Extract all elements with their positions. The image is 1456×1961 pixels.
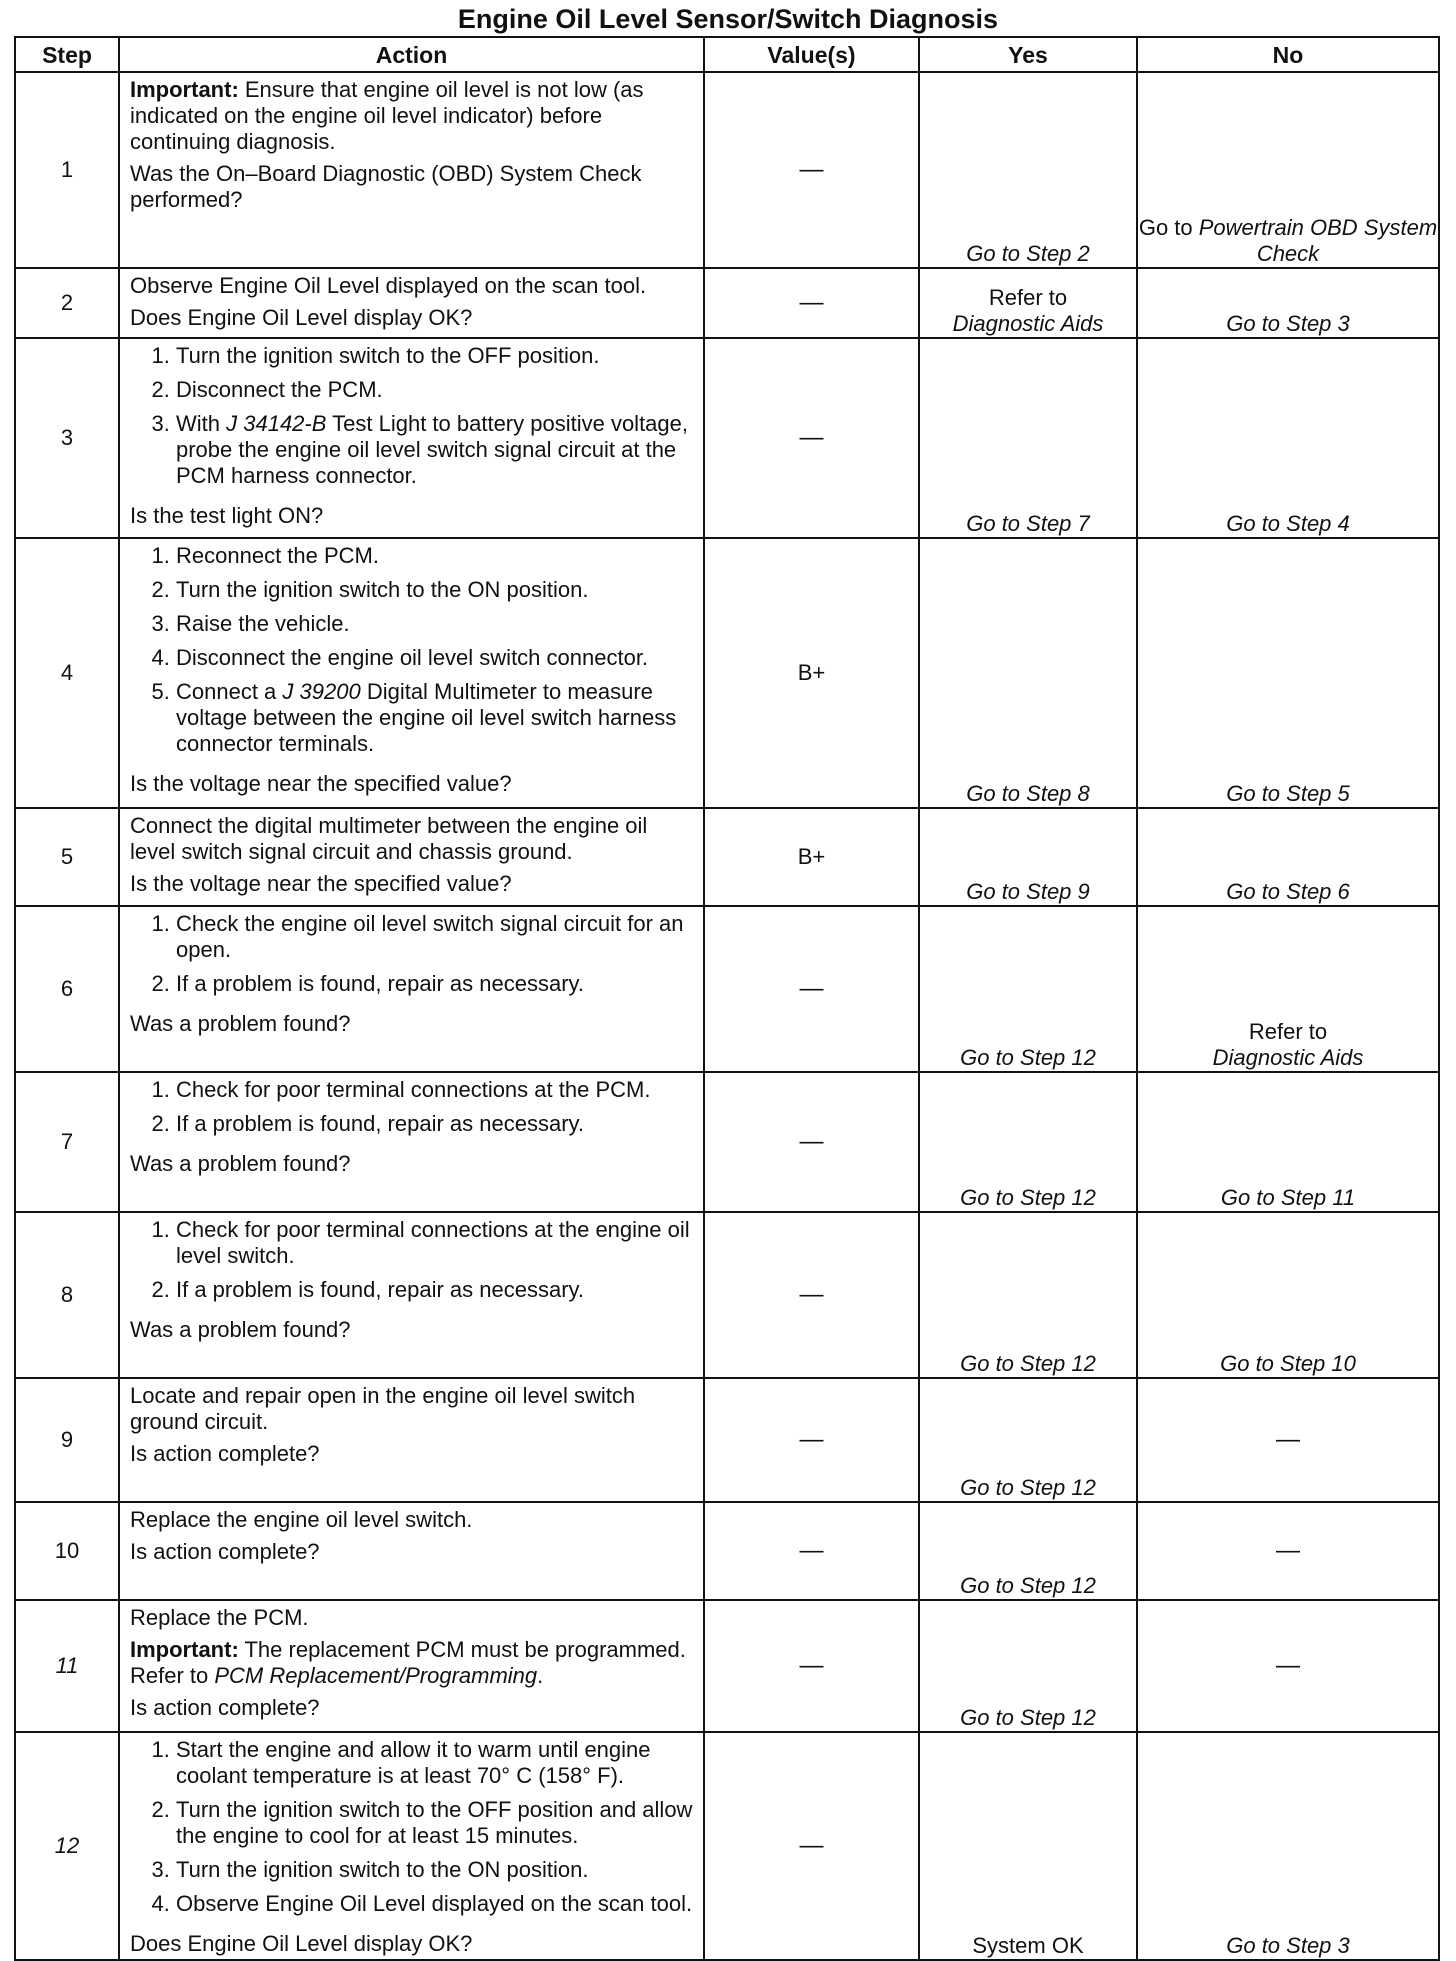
yes-cell: Go to Step 12 xyxy=(919,1072,1137,1212)
yes-cell: Go to Step 12 xyxy=(919,1600,1137,1732)
step-number: 4 xyxy=(15,538,119,808)
table-row xyxy=(15,268,1439,338)
no-cell: Go to Step 6 xyxy=(1137,808,1439,906)
action-text: Locate and repair open in the engine oil level switch ground circuit. xyxy=(130,1383,636,1434)
action-question: Was a problem found? xyxy=(130,1011,351,1036)
action-step: 1. Check for poor terminal connections at the engine oil level switch. xyxy=(176,1217,695,1269)
value-cell: — xyxy=(704,1502,919,1600)
important-label: Important: xyxy=(130,1637,239,1662)
action-step: 3. Raise the vehicle. xyxy=(176,611,695,637)
step-number: 11 xyxy=(15,1600,119,1732)
action-step: 2. If a problem is found, repair as necessary. xyxy=(176,971,695,997)
value-cell: B+ xyxy=(704,538,919,808)
action-text: Replace the PCM. xyxy=(130,1605,309,1630)
no-prefix: Go to xyxy=(1138,215,1199,240)
no-cell: — xyxy=(1137,1600,1439,1732)
action-cell xyxy=(119,906,704,1072)
important-end: . xyxy=(537,1663,544,1688)
yes-link[interactable]: Diagnostic Aids xyxy=(952,311,1104,336)
step-number: 10 xyxy=(15,1502,119,1600)
step-number: 7 xyxy=(15,1072,119,1212)
value-cell: — xyxy=(704,1072,919,1212)
yes-cell: Go to Step 9 xyxy=(919,808,1137,906)
value-cell: — xyxy=(704,1212,919,1378)
important-label: Important: xyxy=(130,77,239,102)
no-link[interactable]: Powertrain OBD System Check xyxy=(1198,215,1438,266)
action-step xyxy=(176,679,695,757)
table-row xyxy=(15,1732,1439,1960)
yes-cell: Go to Step 12 xyxy=(919,906,1137,1072)
table-row xyxy=(15,808,1439,906)
tool-name: J 39200 xyxy=(282,679,361,704)
value-cell: — xyxy=(704,268,919,338)
action-cell xyxy=(119,1732,704,1960)
step-number: 9 xyxy=(15,1378,119,1502)
header-action: Action xyxy=(119,37,704,72)
action-steps xyxy=(130,1217,695,1311)
step-number: 6 xyxy=(15,906,119,1072)
action-question: Is the voltage near the specified value? xyxy=(130,871,512,896)
step-number: 5 xyxy=(15,808,119,906)
action-step: 1. Check for poor terminal connections at the PCM. xyxy=(176,1077,695,1103)
header-step: Step xyxy=(15,37,119,72)
action-step: 2. Turn the ignition switch to the ON position. xyxy=(176,577,695,603)
table-row xyxy=(15,1072,1439,1212)
action-cell xyxy=(119,338,704,538)
no-cell: Go to Step 3 xyxy=(1137,268,1439,338)
value-cell: — xyxy=(704,906,919,1072)
table-row xyxy=(15,538,1439,808)
action-question: Was a problem found? xyxy=(130,1317,351,1342)
action-cell xyxy=(119,808,704,906)
action-step: 1. Start the engine and allow it to warm until engine coolant temperature is at least 70° C (158° F). xyxy=(176,1737,695,1789)
table-row xyxy=(15,1502,1439,1600)
action-cell xyxy=(119,538,704,808)
action-steps xyxy=(130,343,695,497)
no-cell xyxy=(1137,72,1439,268)
yes-cell xyxy=(919,268,1137,338)
table-row xyxy=(15,1212,1439,1378)
step-number: 2 xyxy=(15,268,119,338)
action-question: Does Engine Oil Level display OK? xyxy=(130,1931,473,1956)
value-cell: — xyxy=(704,1378,919,1502)
action-step: 1. Reconnect the PCM. xyxy=(176,543,695,569)
action-text: Connect the digital multimeter between the engine oil level switch signal circuit and chassis ground. xyxy=(130,813,648,864)
no-cell: Go to Step 4 xyxy=(1137,338,1439,538)
header-no: No xyxy=(1137,37,1439,72)
action-steps xyxy=(130,543,695,765)
tool-name: J 34142-B xyxy=(226,411,327,436)
step-text: Connect a xyxy=(176,679,283,704)
no-cell: — xyxy=(1137,1378,1439,1502)
value-cell: B+ xyxy=(704,808,919,906)
value-cell: — xyxy=(704,72,919,268)
header-yes: Yes xyxy=(919,37,1137,72)
step-number: 12 xyxy=(15,1732,119,1960)
action-cell xyxy=(119,268,704,338)
action-question: Is action complete? xyxy=(130,1695,320,1720)
action-steps xyxy=(130,911,695,1005)
action-step: 4. Observe Engine Oil Level displayed on the scan tool. xyxy=(176,1891,695,1917)
action-step xyxy=(176,411,695,489)
action-question: Is the voltage near the specified value? xyxy=(130,771,512,796)
no-cell: Go to Step 11 xyxy=(1137,1072,1439,1212)
step-number: 1 xyxy=(15,72,119,268)
reference-link[interactable]: PCM Replacement/Programming xyxy=(214,1663,538,1688)
yes-cell: Go to Step 12 xyxy=(919,1502,1137,1600)
action-step: 2. Disconnect the PCM. xyxy=(176,377,695,403)
yes-cell: Go to Step 2 xyxy=(919,72,1137,268)
action-cell xyxy=(119,1600,704,1732)
no-link[interactable]: Diagnostic Aids xyxy=(1212,1045,1364,1070)
action-question: Was a problem found? xyxy=(130,1151,351,1176)
action-step: 1. Check the engine oil level switch signal circuit for an open. xyxy=(176,911,695,963)
important-text: The replacement PCM must be programmed. Refer to xyxy=(130,1637,686,1688)
table-row xyxy=(15,906,1439,1072)
action-question: Is the test light ON? xyxy=(130,503,324,528)
action-cell xyxy=(119,1502,704,1600)
yes-cell: System OK xyxy=(919,1732,1137,1960)
no-cell xyxy=(1137,906,1439,1072)
step-text: Test Light to battery positive voltage, probe the engine oil level switch signal circuit at the PCM harness connector. xyxy=(176,411,689,488)
action-question: Was the On–Board Diagnostic (OBD) System Check performed? xyxy=(130,161,642,212)
table-row xyxy=(15,1600,1439,1732)
yes-prefix: Refer to xyxy=(988,285,1068,310)
value-cell: — xyxy=(704,338,919,538)
step-text: Digital Multimeter to measure voltage between the engine oil level switch harness connector terminals. xyxy=(176,679,677,756)
action-cell xyxy=(119,1212,704,1378)
value-cell: — xyxy=(704,1732,919,1960)
action-question: Is action complete? xyxy=(130,1441,320,1466)
table-row xyxy=(15,1378,1439,1502)
page-title: Engine Oil Level Sensor/Switch Diagnosis xyxy=(457,4,999,34)
yes-cell: Go to Step 12 xyxy=(919,1212,1137,1378)
no-cell: — xyxy=(1137,1502,1439,1600)
no-cell: Go to Step 10 xyxy=(1137,1212,1439,1378)
no-cell: Go to Step 3 xyxy=(1137,1732,1439,1960)
action-steps xyxy=(130,1077,695,1145)
step-text: With xyxy=(176,411,227,436)
important-text: Ensure that engine oil level is not low (as indicated on the engine oil level indicator) before continuing diagnosis. xyxy=(130,77,644,154)
table-row xyxy=(15,72,1439,268)
action-step: 2. If a problem is found, repair as necessary. xyxy=(176,1111,695,1137)
action-step: 3. Turn the ignition switch to the ON position. xyxy=(176,1857,695,1883)
action-question: Does Engine Oil Level display OK? xyxy=(130,305,473,330)
step-number: 3 xyxy=(15,338,119,538)
action-step: 2. If a problem is found, repair as necessary. xyxy=(176,1277,695,1303)
yes-cell: Go to Step 7 xyxy=(919,338,1137,538)
action-step: 1. Turn the ignition switch to the OFF position. xyxy=(176,343,695,369)
no-cell: Go to Step 5 xyxy=(1137,538,1439,808)
diagnosis-table xyxy=(14,36,1440,1961)
action-cell xyxy=(119,1378,704,1502)
table-row xyxy=(15,338,1439,538)
yes-cell: Go to Step 12 xyxy=(919,1378,1137,1502)
value-cell: — xyxy=(704,1600,919,1732)
action-text: Observe Engine Oil Level displayed on the scan tool. xyxy=(130,273,647,298)
action-cell xyxy=(119,1072,704,1212)
yes-cell: Go to Step 8 xyxy=(919,538,1137,808)
action-steps xyxy=(130,1737,695,1925)
action-cell xyxy=(119,72,704,268)
action-text: Replace the engine oil level switch. xyxy=(130,1507,473,1532)
step-number: 8 xyxy=(15,1212,119,1378)
header-row xyxy=(15,37,1439,72)
action-step: 2. Turn the ignition switch to the OFF position and allow the engine to cool for at least 15 minutes. xyxy=(176,1797,695,1849)
no-prefix: Refer to xyxy=(1248,1019,1328,1044)
action-question: Is action complete? xyxy=(130,1539,320,1564)
header-values: Value(s) xyxy=(704,37,919,72)
action-step: 4. Disconnect the engine oil level switch connector. xyxy=(176,645,695,671)
